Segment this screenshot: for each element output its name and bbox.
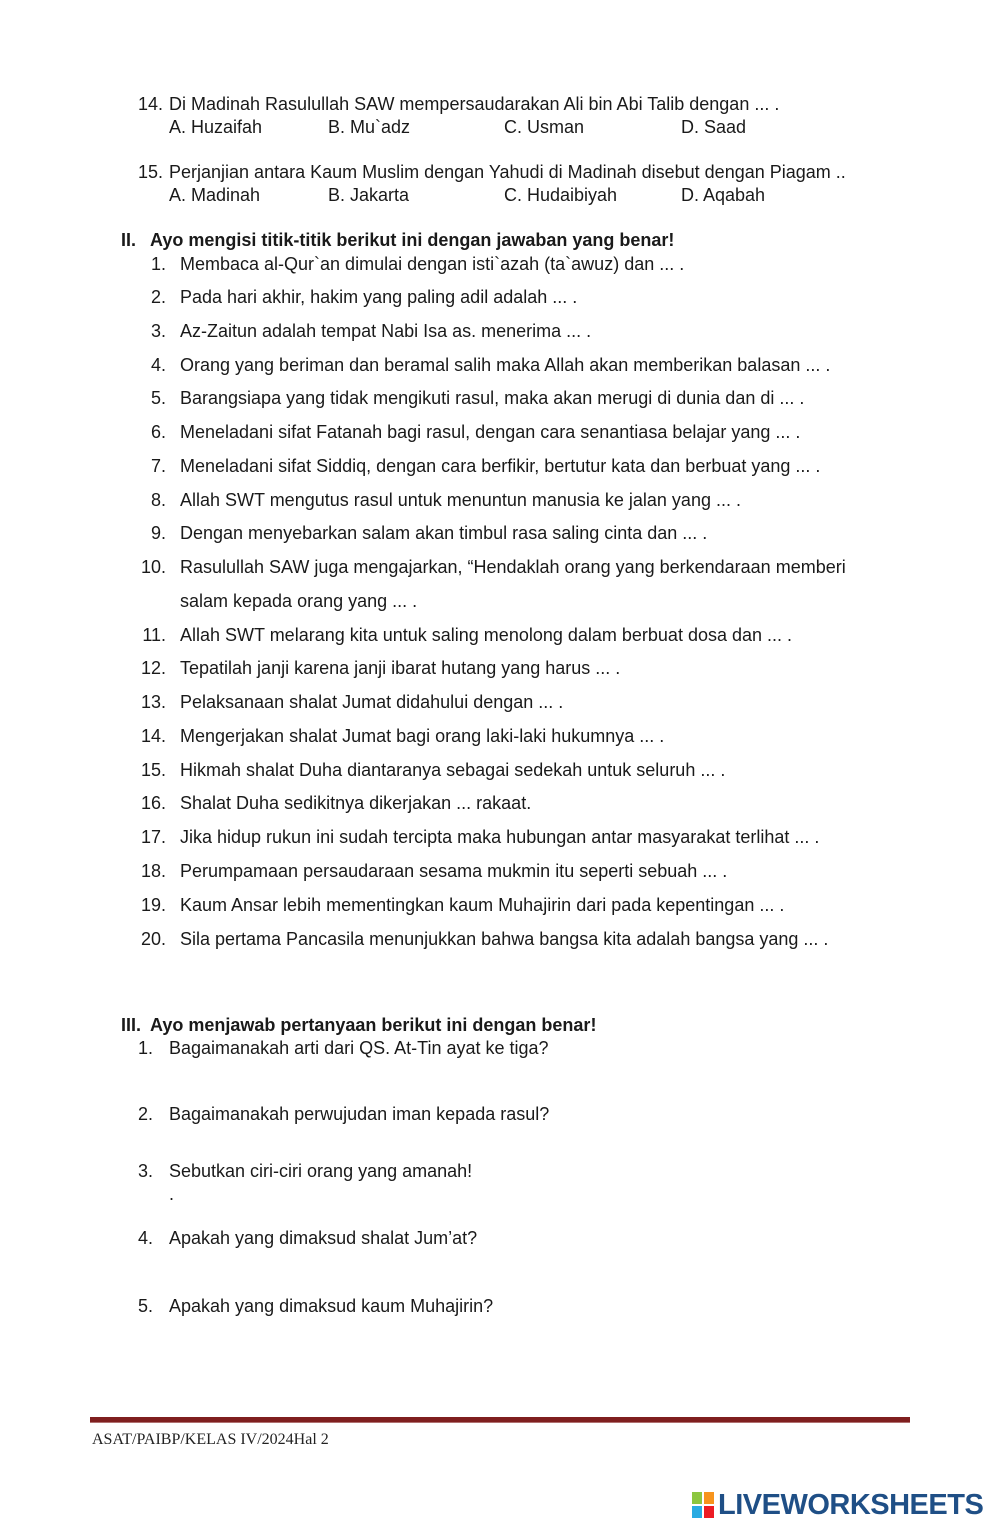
essay-question: Apakah yang dimaksud shalat Jum’at?: [169, 1228, 478, 1248]
essay-number: 5.: [138, 1296, 154, 1316]
mcq-option-c: C. Hudaibiyah: [504, 185, 618, 205]
fill-number: 20.: [140, 929, 166, 949]
mark-square: [692, 1506, 702, 1518]
essay-question: Sebutkan ciri-ciri orang yang amanah!: [169, 1161, 473, 1181]
mark-square: [692, 1492, 702, 1504]
fill-number: 14.: [140, 726, 166, 746]
essay-number: 1.: [138, 1038, 154, 1058]
fill-number: 18.: [140, 861, 166, 881]
fill-number: 12.: [140, 658, 166, 678]
fill-question: Jika hidup rukun ini sudah tercipta maka hubungan antar masyarakat terlihat ... .: [180, 827, 820, 847]
mcq-option-c: C. Usman: [504, 117, 585, 137]
footer-page-info: ASAT/PAIBP/KELAS IV/2024Hal 2: [92, 1431, 329, 1448]
liveworksheets-mark-icon: [692, 1492, 714, 1518]
section-2-title: Ayo mengisi titik-titik berikut ini dengan jawaban yang benar!: [150, 230, 675, 250]
fill-question: Pelaksanaan shalat Jumat didahului dengan ... .: [180, 692, 564, 712]
fill-number: 3.: [150, 321, 166, 341]
mcq-option-b: B. Mu`adz: [328, 117, 411, 137]
mcq-number: 14.: [138, 94, 164, 114]
section-3-title: Ayo menjawab pertanyaan berikut ini dengan benar!: [150, 1015, 597, 1035]
fill-number: 10.: [140, 557, 166, 577]
mcq-question: Perjanjian antara Kaum Muslim dengan Yahudi di Madinah disebut dengan Piagam ..: [169, 162, 846, 182]
fill-number: 5.: [150, 388, 166, 408]
fill-question: Hikmah shalat Duha diantaranya sebagai sedekah untuk seluruh ... .: [180, 760, 726, 780]
fill-number: 8.: [150, 490, 166, 510]
fill-number: 19.: [140, 895, 166, 915]
fill-question: Meneladani sifat Siddiq, dengan cara berfikir, bertutur kata dan berbuat yang ... .: [180, 456, 821, 476]
section-3-heading: [121, 1015, 596, 1036]
fill-number: 9.: [150, 523, 166, 543]
fill-number: 1.: [150, 254, 166, 274]
fill-question: Allah SWT melarang kita untuk saling menolong dalam berbuat dosa dan ... .: [180, 625, 793, 645]
fill-number: 16.: [140, 793, 166, 813]
essay-question: Bagaimanakah perwujudan iman kepada rasul?: [169, 1104, 550, 1124]
section-2-roman: II.: [121, 230, 137, 250]
fill-question: Orang yang beriman dan beramal salih maka Allah akan memberikan balasan ... .: [180, 355, 831, 375]
essay-question: Apakah yang dimaksud kaum Muhajirin?: [169, 1296, 494, 1316]
mcq-question: Di Madinah Rasulullah SAW mempersaudarakan Ali bin Abi Talib dengan ... .: [169, 94, 780, 114]
essay-question: Bagaimanakah arti dari QS. At-Tin ayat ke tiga?: [169, 1038, 549, 1058]
fill-question: Mengerjakan shalat Jumat bagi orang laki-laki hukumnya ... .: [180, 726, 665, 746]
liveworksheets-wordmark: LIVEWORKSHEETS: [718, 1488, 984, 1521]
fill-question: Membaca al-Qur`an dimulai dengan isti`azah (ta`awuz) dan ... .: [180, 254, 685, 274]
fill-number: 2.: [150, 287, 166, 307]
fill-question: Barangsiapa yang tidak mengikuti rasul, maka akan merugi di dunia dan di ... .: [180, 388, 805, 408]
fill-question: Meneladani sifat Fatanah bagi rasul, dengan cara senantiasa belajar yang ... .: [180, 422, 801, 442]
mcq-option-a: A. Huzaifah: [169, 117, 263, 137]
section-2-heading: [121, 230, 674, 251]
essay-number: 3.: [138, 1161, 154, 1181]
fill-question: Az-Zaitun adalah tempat Nabi Isa as. menerima ... .: [180, 321, 592, 341]
fill-number: 4.: [150, 355, 166, 375]
essay-stray-mark: .: [169, 1184, 175, 1204]
fill-question: Kaum Ansar lebih mementingkan kaum Muhajirin dari pada kepentingan ... .: [180, 895, 785, 915]
mcq-number: 15.: [138, 162, 164, 182]
fill-question-continued: salam kepada orang yang ... .: [180, 591, 418, 611]
mcq-option-d: D. Saad: [681, 117, 747, 137]
fill-question: Perumpamaan persaudaraan sesama mukmin itu seperti sebuah ... .: [180, 861, 728, 881]
mark-square: [704, 1506, 714, 1518]
fill-question: Dengan menyebarkan salam akan timbul rasa saling cinta dan ... .: [180, 523, 708, 543]
footer-rule: [90, 1417, 910, 1423]
fill-question: Pada hari akhir, hakim yang paling adil adalah ... .: [180, 287, 578, 307]
fill-number: 17.: [140, 827, 166, 847]
fill-number: 7.: [150, 456, 166, 476]
mcq-option-a: A. Madinah: [169, 185, 261, 205]
fill-question: Allah SWT mengutus rasul untuk menuntun manusia ke jalan yang ... .: [180, 490, 741, 510]
fill-number: 11.: [142, 625, 166, 645]
fill-question: Rasulullah SAW juga mengajarkan, “Hendaklah orang yang berkendaraan memberi: [180, 557, 846, 577]
liveworksheets-logo: [692, 1490, 983, 1520]
section-3-roman: III.: [121, 1015, 142, 1035]
essay-number: 2.: [138, 1104, 154, 1124]
fill-question: Sila pertama Pancasila menunjukkan bahwa bangsa kita adalah bangsa yang ... .: [180, 929, 829, 949]
fill-question: Tepatilah janji karena janji ibarat hutang yang harus ... .: [180, 658, 621, 678]
mcq-option-b: B. Jakarta: [328, 185, 410, 205]
fill-number: 6.: [150, 422, 166, 442]
essay-number: 4.: [138, 1228, 154, 1248]
fill-number: 15.: [140, 760, 166, 780]
fill-number: 13.: [140, 692, 166, 712]
fill-question: Shalat Duha sedikitnya dikerjakan ... rakaat.: [180, 793, 532, 813]
mark-square: [704, 1492, 714, 1504]
mcq-option-d: D. Aqabah: [681, 185, 766, 205]
